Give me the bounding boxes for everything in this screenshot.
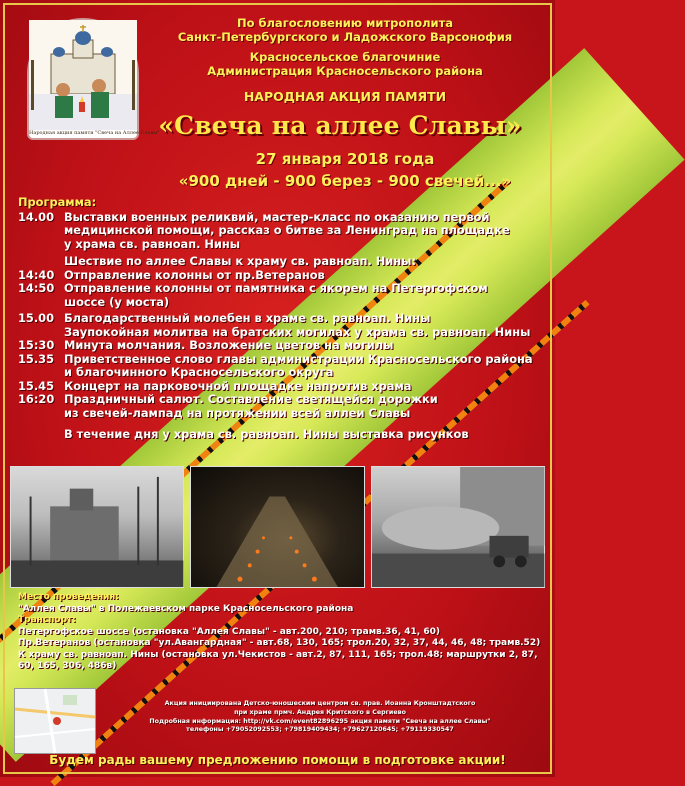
transport-line: Пр.Ветеранов (остановка "ул.Авангардная" - авт.68, 130, 165; трол.20, 32, 37, 44, 46, 48; трамв.52) (18, 638, 541, 648)
program-row (18, 393, 543, 420)
program-time: 15.00 (18, 311, 55, 325)
program-row (18, 211, 543, 252)
program-row (18, 269, 543, 283)
program-text: Выставки военных реликвий, мастер-класс по оказанию первой (64, 209, 490, 224)
venue-label: Место проведения: (18, 592, 119, 602)
program-row (18, 312, 543, 339)
program-row (18, 339, 543, 353)
program-time: 16:20 (18, 392, 55, 406)
org-line-1: Красносельское благочиние (249, 50, 441, 64)
closing-message: Будем рады вашему предложению помощи в подготовке акции! (49, 753, 506, 767)
program-time: 15:30 (18, 338, 55, 352)
program-label: Программа: (18, 195, 97, 209)
footer-info (110, 700, 530, 735)
program-text: Минута молчания. Возложение цветов на могилы (64, 338, 394, 352)
program-text: из свечей-лампад на протяжении всей аллеи Славы (64, 405, 411, 420)
program-text: Концерт на парковочной площадке напротив храма (64, 378, 412, 393)
program-time: 15.45 (18, 378, 55, 393)
logo-caption: Народная акция памяти "Свеча на Аллее Славы" (29, 130, 160, 136)
program-text: Отправление колонны от пр.Ветеранов (64, 267, 325, 282)
footer-line: телефоны +79052092553; +79819409434; +79627120645; +79119330547 (186, 726, 454, 734)
program-time: 15.35 (18, 351, 55, 366)
footer-line: Акция инициирована Детско-юношеским центром св. прав. Иоанна Кронштадтского (164, 700, 476, 707)
exhibit-note: В течение дня у храма св. равноап. Нины выставка рисунков (64, 427, 469, 441)
map-pin-icon (53, 717, 61, 725)
program-text: Приветственное слово главы администрации Красносельского района (64, 351, 533, 366)
program-time: 14.00 (18, 209, 55, 224)
program-text: Благодарственный молебен в храме св. равноап. Нины (64, 311, 431, 325)
venue-section (18, 592, 543, 673)
org-line-2: Администрация Красносельского района (207, 64, 483, 78)
venue-place: "Аллея Славы" в Полежаевском парке Красносельского района (18, 603, 354, 614)
blessing-line-2: Санкт-Петербургского и Ладожского Варсонофия (177, 30, 513, 44)
event-slogan: «900 дней - 900 берез - 900 свечей...» (178, 172, 512, 190)
program-text: у храма св. равноап. Нины (64, 236, 241, 251)
event-logo (27, 18, 160, 140)
program-row (18, 353, 543, 380)
transport-line: К храму св. равноап. Нины (остановка ул.Чекистов - авт.2, 87, 111, 165; трол.48; маршрутки 2, 87, (18, 649, 538, 660)
program-row (18, 380, 543, 394)
program-text: Шествие по аллее Славы к храму св. равноап. Нины: (64, 254, 417, 268)
blessing-line-1: По благословению митрополита (236, 16, 454, 30)
transport-label: Транспорт: (18, 615, 76, 625)
footer-line: при храме прмч. Андрея Критского в Сергиево (234, 708, 406, 716)
photo-blockade-street (371, 466, 545, 588)
program-text: шоссе (у моста) (64, 294, 170, 309)
program-text: Заупокойная молитва на братских могилах у храма св. равноап. Нины (64, 324, 531, 339)
program-row (18, 255, 543, 269)
event-title: «Свеча на аллее Славы» (158, 111, 522, 140)
program-text: Праздничный салют. Составление светящейся дорожки (64, 392, 438, 406)
photo-strip (10, 466, 545, 588)
photo-candle-alley (190, 466, 364, 588)
location-map (14, 688, 96, 754)
action-heading: НАРОДНАЯ АКЦИЯ ПАМЯТИ (243, 89, 447, 104)
transport-line: Петергофское шоссе (остановка "Аллея Славы" - авт.200, 210; трамв.36, 41, 60) (18, 626, 440, 637)
program-text: и благочинного Красносельского округа (64, 365, 334, 379)
program-time: 14:40 (18, 267, 55, 282)
program-section (18, 196, 543, 442)
church-illustration (29, 20, 137, 130)
photo-ruined-church (10, 466, 184, 588)
event-date: 27 января 2018 года (255, 150, 435, 168)
program-text: медицинской помощи, рассказ о битве за Ленинград на площадке (64, 223, 510, 237)
footer-line: Подробная информация: http://vk.com/event82896295 акция памяти "Свеча на аллее Славы" (149, 717, 491, 725)
transport-line: 60, 165, 306, 486в) (18, 661, 117, 671)
program-time: 14:50 (18, 281, 55, 295)
program-text: Отправление колонны от памятника с якорем на Петергофском (64, 281, 488, 295)
program-row (18, 282, 543, 309)
program-time (18, 255, 64, 269)
